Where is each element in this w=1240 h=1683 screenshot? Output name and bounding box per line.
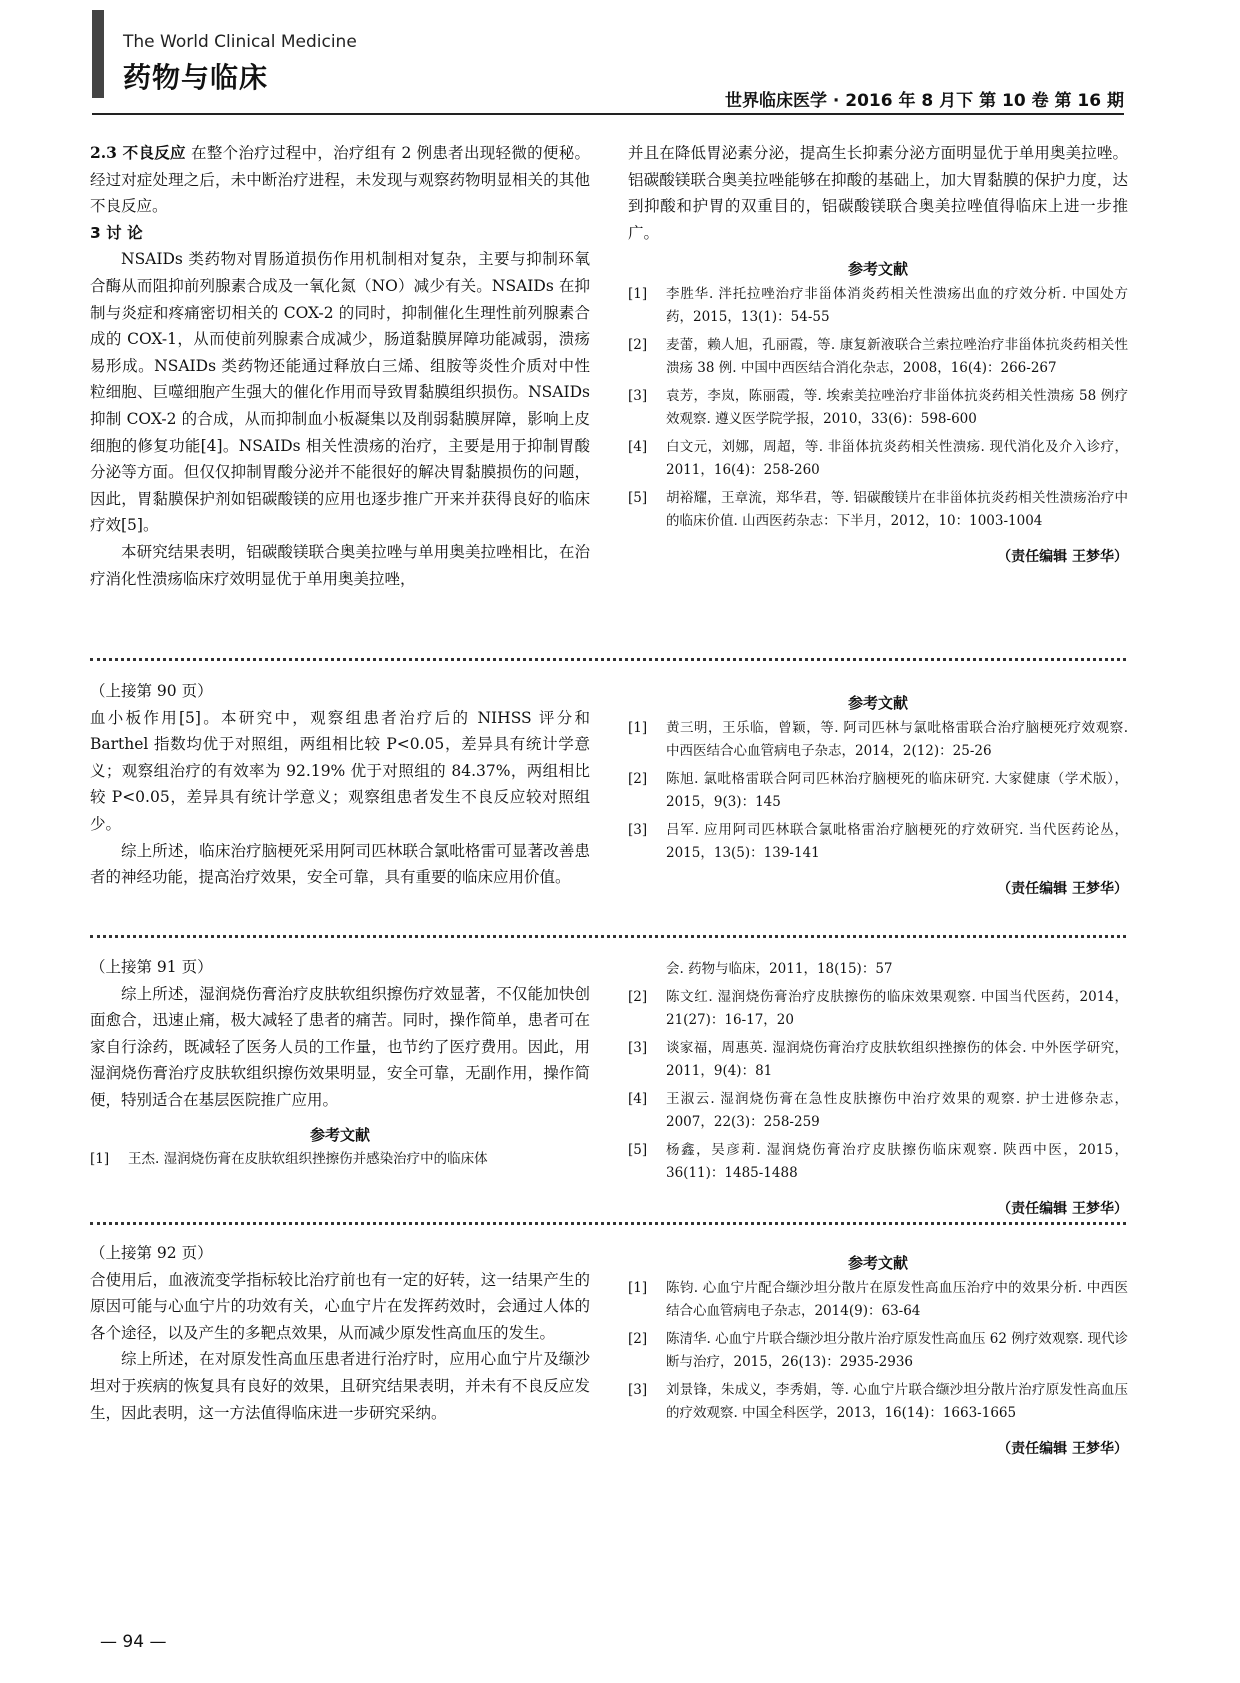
article4-right-column (628, 1250, 1128, 1462)
reference-item: [2] 陈旭. 氯吡格雷联合阿司匹林治疗脑梗死的临床研究. 大家健康（学术版），2015，9(3)：145 (628, 770, 1128, 811)
paragraph: 综上所述，在对原发性高血压患者进行治疗时，应用心血宁片及缬沙坦对于疾病的恢复具有良好的效果，且研究结果表明，并未有不良反应发生，因此表明，这一方法值得临床进一步研究采纳。 (90, 1350, 590, 1422)
references-heading: 参考文献 (847, 1254, 908, 1272)
paragraph: 血小板作用[5]。本研究中，观察组患者治疗后的 NIHSS 评分和 Barthel 指数均优于对照组，两组相比较 P<0.05，差异具有统计学意义；观察组治疗的有效率为 92.19% 优于对照组的 84.37%，两组相比较 P<0.05，差异具有统计学意义；观察组患者发生不良反应较对照组少。 (90, 708, 590, 833)
reference-item-continued: 会. 药物与临床，2011，18(15)：57 (666, 961, 893, 977)
conclusion-paragraph: 并且在降低胃泌素分泌，提高生长抑素分泌方面明显优于单用奥美拉唑。铝碳酸镁联合奥美拉唑能够在抑酸的基础上，加大胃黏膜的保护力度，达到抑酸和护胃的双重目的，铝碳酸镁联合奥美拉唑值得临床上进一步推广。 (628, 144, 1128, 242)
references-heading: 参考文献 (847, 694, 908, 712)
article1-left-column (90, 140, 590, 592)
continued-from-note: （上接第 91 页） (90, 958, 213, 976)
references-heading: 参考文献 (309, 1125, 370, 1144)
reference-item: [3] 谈家福，周惠英. 湿润烧伤膏治疗皮肤软组织挫擦伤的体会. 中外医学研究，2011，9(4)：81 (628, 1039, 1128, 1079)
header-accent-bar (92, 10, 104, 98)
reference-list (628, 717, 1128, 866)
subsection-label: 2.3 不良反应 (90, 143, 186, 162)
paragraph: 综上所述，临床治疗脑梗死采用阿司匹林联合氯吡格雷可显著改善患者的神经功能，提高治疗效果，安全可靠，具有重要的临床应用价值。 (90, 841, 590, 887)
reference-item: [2] 陈清华. 心血宁片联合缬沙坦分散片治疗原发性高血压 62 例疗效观察. 现代诊断与治疗，2015，26(13)：2935-2936 (628, 1330, 1128, 1371)
reference-item: [5] 胡裕耀，王章流，郑华君，等. 铝碳酸镁片在非甾体抗炎药相关性溃疡治疗中的临床价值. 山西医药杂志：下半月，2012，10：1003-1004 (628, 489, 1128, 530)
paragraph: 合使用后，血液流变学指标较比治疗前也有一定的好转，这一结果产生的原因可能与心血宁片的功效有关，心血宁片在发挥药效时，会通过人体的各个途径，以及产生的多靶点效果，从而减少原发性高血压的发生。 (90, 1270, 590, 1342)
article-separator (90, 658, 1126, 661)
reference-item: [1] 黄三明，王乐临，曾颖，等. 阿司匹林与氯吡格雷联合治疗脑梗死疗效观察. 中西医结合心血管病电子杂志，2014，2(12)：25-26 (628, 719, 1128, 760)
reference-item: [5] 杨鑫，吴彦莉. 湿润烧伤膏治疗皮肤擦伤临床观察. 陕西中医，2015，36(11)：1485-1488 (628, 1141, 1128, 1181)
discussion-paragraph: NSAIDs 类药物对胃肠道损伤作用机制相对复杂，主要与抑制环氧合酶从而阻抑前列腺素合成及一氧化氮（NO）减少有关。NSAIDs 在抑制与炎症和疼痛密切相关的 COX-2 的同时，抑制催化生理性前列腺素合成的 COX-1，从而使前列腺素合成减少，肠道黏膜屏障功能减弱，溃疡易形成。NSAIDs 类药物还能通过释放白三烯、组胺等炎性介质对中性粒细胞、巨噬细胞产生强大的催化作用而导致胃黏膜组织损伤。NSAIDs 抑制 COX-2 的合成，从而抑制血小板凝集以及削弱黏膜屏障，影响上皮细胞的修复功能[4]。NSAIDs 相关性溃疡的治疗，主要是用于抑制胃酸分泌等方面。但仅仅抑制胃酸分泌并不能很好的解决胃黏膜损伤的问题，因此，胃黏膜保护剂如铝碳酸镁的应用也逐步推广开来并获得良好的临床疗效[5]。 (90, 250, 590, 535)
article1-right-column (628, 140, 1128, 571)
article3-left-column (90, 954, 590, 1176)
paragraph-text: 在整个治疗过程中，治疗组有 2 例患者出现轻微的便秘。经过对症处理之后，未中断治疗进程，未发现与观察药物明显相关的其他不良反应。 (90, 144, 590, 216)
paragraph: 综上所述，湿润烧伤膏治疗皮肤软组织擦伤疗效显著，不仅能加快创面愈合，迅速止痛，极大减轻了患者的痛苦。同时，操作简单，患者可在家自行涂药，既减轻了医务人员的工作量，也节约了医疗费用。因此，用湿润烧伤膏治疗皮肤软组织擦伤效果明显，安全可靠，无副作用，操作简便，特别适合在基层医院推广应用。 (90, 984, 590, 1109)
responsible-editor: （责任编辑 王梦华） (997, 1440, 1128, 1457)
section-heading-discussion: 3 讨 论 (90, 223, 143, 242)
article2-right-column (628, 690, 1128, 902)
references-heading: 参考文献 (847, 260, 908, 279)
reference-list (628, 1277, 1128, 1426)
reference-item: [4] 王淑云. 湿润烧伤膏在急性皮肤擦伤中治疗效果的观察. 护士进修杂志，2007，22(3)：258-259 (628, 1090, 1128, 1130)
reference-item: [1] 李胜华. 泮托拉唑治疗非甾体消炎药相关性溃疡出血的疗效分析. 中国处方药，2015，13(1)：54-55 (628, 285, 1128, 326)
journal-english-title: The World Clinical Medicine (123, 32, 357, 52)
reference-item: [2] 陈文红. 湿润烧伤膏治疗皮肤擦伤的临床效果观察. 中国当代医药，2014，21(27)：16-17，20 (628, 988, 1128, 1028)
article3-right-column (628, 958, 1128, 1222)
reference-item: [1] 陈钧. 心血宁片配合缬沙坦分散片在原发性高血压治疗中的效果分析. 中西医结合心血管病电子杂志，2014(9)：63-64 (628, 1279, 1128, 1320)
adverse-reaction-paragraph (90, 140, 590, 220)
results-paragraph: 本研究结果表明，铝碳酸镁联合奥美拉唑与单用奥美拉唑相比，在治疗消化性溃疡临床疗效明显优于单用奥美拉唑， (90, 542, 590, 588)
reference-item: [3] 袁芳，李岚，陈丽霞，等. 埃索美拉唑治疗非甾体抗炎药相关性溃疡 58 例疗效观察. 遵义医学院学报，2010，33(6)：598-600 (628, 387, 1128, 428)
reference-item: [1] 王杰. 湿润烧伤膏在皮肤软组织挫擦伤并感染治疗中的临床体 (90, 1151, 488, 1168)
reference-item: [4] 白文元，刘娜，周超，等. 非甾体抗炎药相关性溃疡. 现代消化及介入诊疗，2011，16(4)：258-260 (628, 438, 1128, 479)
responsible-editor: （责任编辑 王梦华） (997, 880, 1128, 897)
section-title: 药物与临床 (123, 61, 269, 94)
reference-list (628, 283, 1128, 534)
responsible-editor: （责任编辑 王梦华） (997, 548, 1128, 565)
reference-item: [3] 刘景锋，朱成义，李秀娟，等. 心血宁片联合缬沙坦分散片治疗原发性高血压的疗效观察. 中国全科医学，2013，16(14)：1663-1665 (628, 1381, 1128, 1422)
header-rule (92, 113, 1124, 115)
reference-item: [2] 麦蕾，赖人旭，孔丽霞，等. 康复新液联合兰索拉唑治疗非甾体抗炎药相关性溃疡 38 例. 中国中西医结合消化杂志，2008，16(4)：266-267 (628, 336, 1128, 377)
continued-from-note: （上接第 90 页） (90, 682, 213, 700)
article4-left-column (90, 1240, 590, 1426)
responsible-editor: （责任编辑 王梦华） (997, 1200, 1128, 1217)
article-separator (90, 935, 1126, 938)
article2-left-column (90, 678, 590, 891)
page-number: — 94 — (100, 1632, 167, 1652)
issue-info: 世界临床医学 · 2016 年 8 月下 第 10 卷 第 16 期 (724, 91, 1124, 111)
article-separator (90, 1222, 1126, 1225)
continued-from-note: （上接第 92 页） (90, 1244, 213, 1262)
reference-item: [3] 吕军. 应用阿司匹林联合氯吡格雷治疗脑梗死的疗效研究. 当代医药论丛，2015，13(5)：139-141 (628, 821, 1128, 862)
